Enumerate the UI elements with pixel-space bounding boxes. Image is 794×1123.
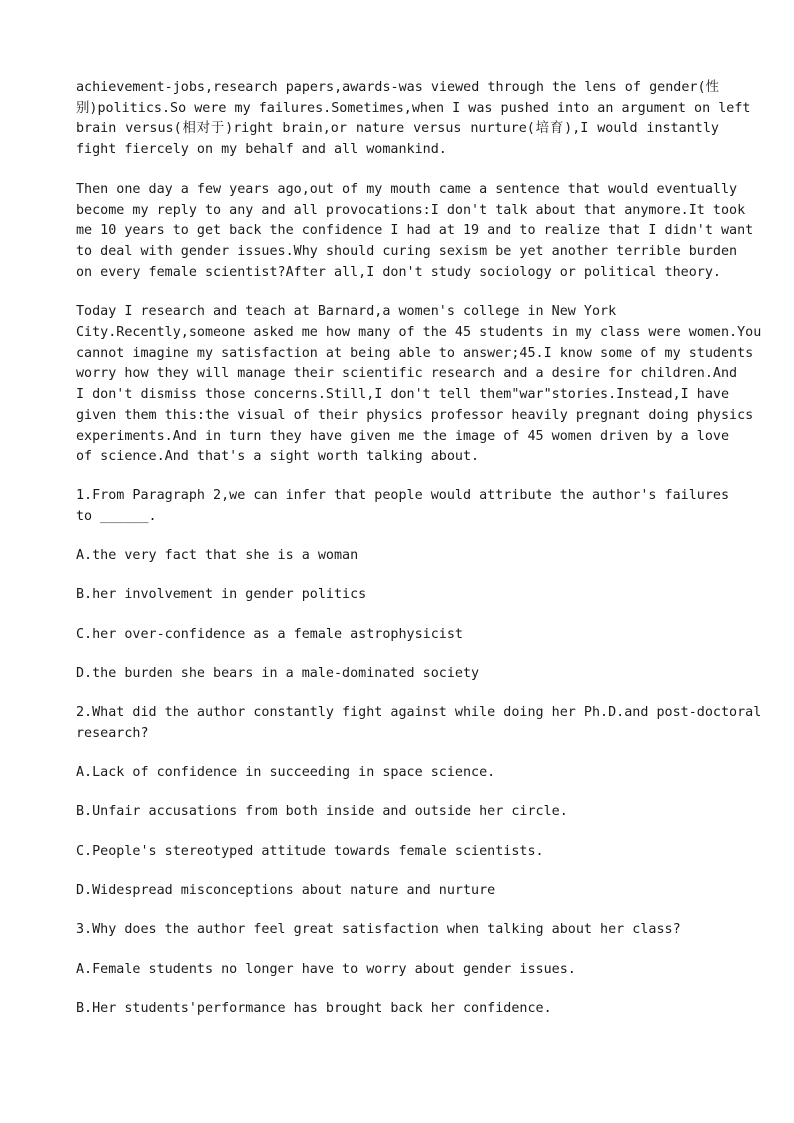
- text-line: of science.And that's a sight worth talking about.: [76, 449, 480, 465]
- document-page: [76, 78, 762, 1038]
- question-2-option-a: A.Lack of confidence in succeeding in space science.: [76, 765, 496, 781]
- text-line: Then one day a few years ago,out of my mouth came a sentence that would eventually: [76, 181, 738, 197]
- question-1-option-d: D.the burden she bears in a male-dominated society: [76, 665, 480, 681]
- text-line: given them this:the visual of their physics professor heavily pregnant doing physics: [76, 407, 754, 423]
- question-3-option-a: A.Female students no longer have to worry about gender issues.: [76, 961, 576, 977]
- text-line: me 10 years to get back the confidence I had at 19 and to realize that I didn't want: [76, 223, 754, 239]
- question-1-option-a: A.the very fact that she is a woman: [76, 547, 359, 563]
- question-3-stem: [76, 920, 719, 941]
- passage-paragraph-1: [76, 78, 751, 161]
- text-line: cannot imagine my satisfaction at being able to answer;45.I know some of my students: [76, 345, 754, 361]
- question-2-option-d: D.Widespread misconceptions about nature and nurture: [76, 883, 496, 899]
- text-line: 1.From Paragraph 2,we can infer that people would attribute the author's failures: [76, 487, 730, 503]
- text-line: 别)politics.So were my failures.Sometimes,when I was pushed into an argument on left: [76, 100, 751, 116]
- text-line: to ______.: [76, 508, 157, 524]
- text-line: 2.What did the author constantly fight against while doing her Ph.D.and post-doctoral: [76, 705, 762, 721]
- question-3-option-b: B.Her students'performance has brought back her confidence.: [76, 1000, 552, 1016]
- text-line: research?: [76, 725, 149, 741]
- question-1-option-b: B.her involvement in gender politics: [76, 587, 367, 603]
- question-1-option-c: C.her over-confidence as a female astrophysicist: [76, 626, 463, 642]
- text-line: brain versus(相对于)right brain,or nature versus nurture(培育),I would instantly: [76, 121, 719, 137]
- question-2-option-c: C.People's stereotyped attitude towards female scientists.: [76, 843, 544, 859]
- question-2-option-b: B.Unfair accusations from both inside and outside her circle.: [76, 804, 568, 820]
- question-1-stem: [76, 486, 730, 527]
- text-line: on every female scientist?After all,I don't study sociology or political theory.: [76, 264, 721, 280]
- passage-paragraph-2: [76, 180, 754, 284]
- text-line: experiments.And in turn they have given me the image of 45 women driven by a love: [76, 428, 730, 444]
- text-line: worry how they will manage their scientific research and a desire for children.And: [76, 366, 738, 382]
- passage-paragraph-3: [76, 302, 762, 468]
- text-line: fight fiercely on my behalf and all womankind.: [76, 142, 447, 158]
- text-line: 3.Why does the author feel great satisfaction when talking about her class?: [76, 922, 681, 938]
- question-2-stem: [76, 703, 762, 744]
- text-line: Today I research and teach at Barnard,a women's college in New York: [76, 304, 617, 320]
- text-line: become my reply to any and all provocations:I don't talk about that anymore.It took: [76, 202, 746, 218]
- text-line: to deal with gender issues.Why should curing sexism be yet another terrible burden: [76, 243, 738, 259]
- text-line: achievement-jobs,research papers,awards-was viewed through the lens of gender(性: [76, 80, 719, 95]
- text-line: I don't dismiss those concerns.Still,I don't tell them"war"stories.Instead,I have: [76, 387, 730, 403]
- text-line: City.Recently,someone asked me how many of the 45 students in my class were women.You: [76, 325, 762, 341]
